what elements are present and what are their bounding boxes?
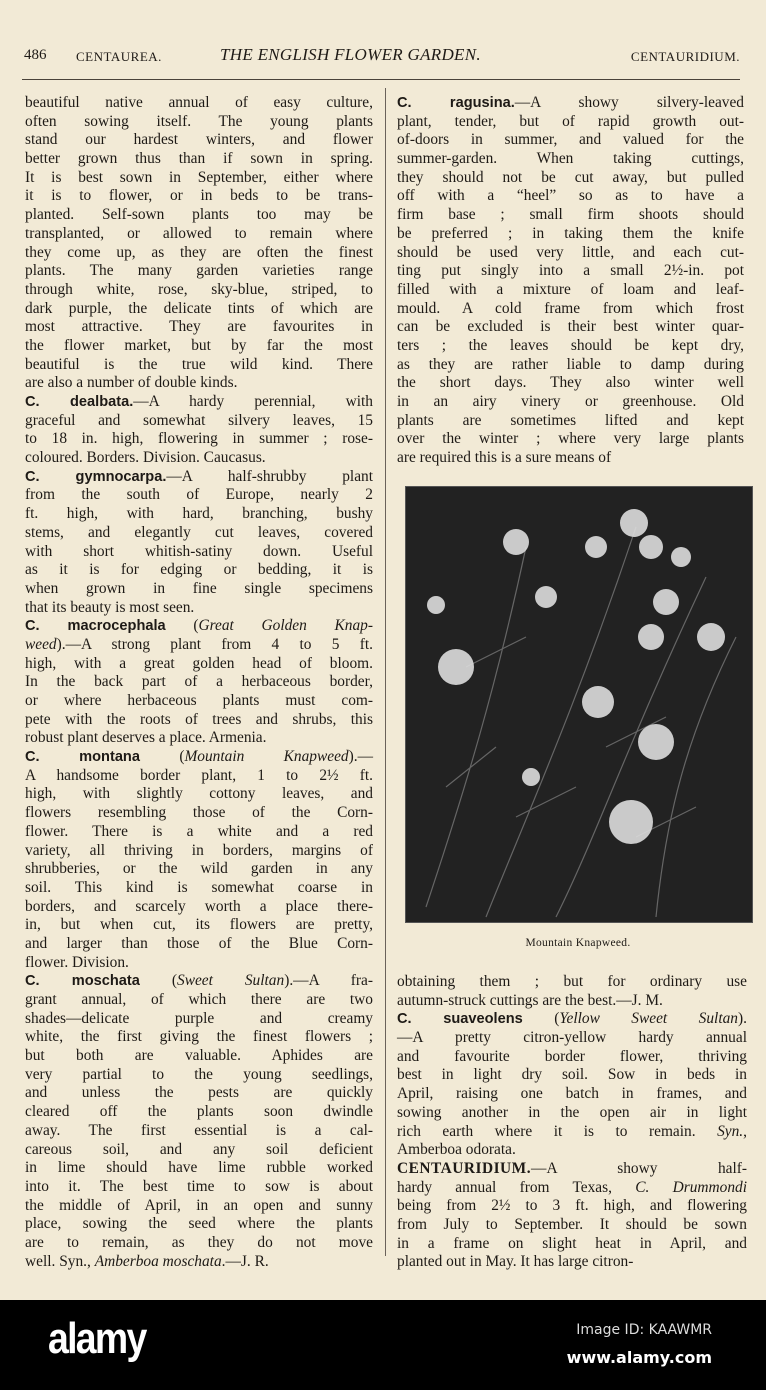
text-line: the short days. They also winter well — [397, 374, 744, 392]
text-line: beautiful native annual of easy culture, — [25, 94, 373, 111]
text-line: very partial to the young seedlings, — [25, 1065, 373, 1083]
text-line — [25, 468, 373, 487]
text-line: in lime should have lime rubble worked — [25, 1159, 373, 1177]
text-line — [397, 94, 744, 113]
watermark-logo: alamy — [48, 1314, 146, 1363]
text-segment: hardy annual from Texas, — [397, 1178, 636, 1196]
text-line: of-doors in summer, and valued for the — [397, 131, 744, 149]
text-line: the middle of April, in an open and sunny — [25, 1196, 373, 1214]
text-line: as they are rather liable to damp during — [397, 355, 744, 373]
text-segment: ).—A fra- — [284, 972, 373, 990]
text-segment: ( — [139, 972, 177, 990]
text-line — [397, 1160, 747, 1179]
text-line: over the winter ; where very large plants — [397, 430, 744, 448]
text-segment: —A showy silvery-leaved — [514, 94, 744, 111]
text-line: firm base ; small firm shoots should — [397, 206, 744, 224]
italic-text: Syn. — [717, 1122, 744, 1140]
text-line: plants are sometimes lifted and kept — [397, 411, 744, 429]
text-line: can be excluded is their best winter quar- — [397, 318, 744, 336]
text-line: plants. The many garden varieties range — [25, 262, 373, 280]
text-line: sowing another in the open air in light — [397, 1103, 747, 1121]
text-line: as it is for edging or bedding, it is — [25, 561, 373, 579]
text-line: from the south of Europe, nearly 2 — [25, 486, 373, 504]
text-line: transplanted, or allowed to remain where — [25, 224, 373, 242]
text-line: place, sowing the seed where the plants — [25, 1215, 373, 1233]
text-line: flower. Division. — [25, 953, 129, 971]
text-line — [397, 1010, 747, 1029]
text-line: April, raising one batch in frames, and — [397, 1085, 747, 1103]
text-line: variety, all thriving in borders, margins of — [25, 841, 373, 859]
right-column-top — [397, 94, 744, 468]
text-line: it is to flower, or in beds to be trans- — [25, 187, 373, 205]
text-segment: rich earth where it is to remain. — [397, 1122, 718, 1140]
text-line: when grown in fine single specimens — [25, 579, 373, 597]
entry-heading: C. dealbata. — [25, 394, 134, 410]
italic-text: Sweet Sultan — [177, 972, 285, 990]
text-line: they should not be cut away, but pulled — [397, 168, 744, 186]
text-line: soil. This kind is somewhat coarse in — [25, 878, 373, 896]
text-segment: ( — [522, 1010, 560, 1028]
text-line: are also a number of double kinds. — [25, 374, 238, 392]
text-line: Amberboa odorata. — [397, 1141, 516, 1159]
text-line: A handsome border plant, 1 to 2½ ft. — [25, 766, 373, 784]
text-line: shades—delicate purple and creamy — [25, 1009, 373, 1027]
text-line — [25, 1253, 373, 1272]
italic-text: weed — [25, 635, 57, 653]
text-line: with short whitish-satiny down. Useful — [25, 542, 373, 560]
text-line: high, with a great golden head of bloom. — [25, 654, 373, 672]
text-segment: ).— — [348, 748, 373, 766]
text-line: ters ; the leaves should be kept dry, — [397, 336, 744, 354]
book-title: THE ENGLISH FLOWER GARDEN. — [220, 45, 481, 64]
text-line: often sowing itself. The young plants — [25, 112, 373, 130]
text-line: off with a “heel” so as to have a — [397, 187, 744, 205]
text-line: robust plant deserves a place. Armenia. — [25, 729, 267, 747]
text-line: that its beauty is most seen. — [25, 598, 195, 616]
page-header — [24, 47, 740, 69]
text-line: careous soil, and any soil deficient — [25, 1140, 373, 1158]
italic-text: Amberboa moschata — [94, 1252, 222, 1270]
text-line: they come up, as they are often the finest — [25, 243, 373, 261]
italic-text: Yellow Sweet Sultan — [559, 1010, 739, 1028]
text-line: planted. Self-sown plants too may be — [25, 206, 373, 224]
text-segment: —A half-shrubby plant — [166, 467, 373, 485]
text-line: be preferred ; in taking them the knife — [397, 224, 744, 242]
text-line: from July to September. It should be sown — [397, 1215, 747, 1233]
text-line: coloured. Borders. Division. Caucasus. — [25, 449, 266, 467]
italic-text: C. Drummondi — [635, 1178, 747, 1196]
text-line: in, but when cut, its flowers are pretty, — [25, 916, 373, 934]
watermark-image-id: Image ID: KAAWMR — [576, 1322, 712, 1338]
text-segment: —A hardy perennial, with — [133, 393, 373, 410]
text-line: grant annual, of which there are two — [25, 991, 373, 1008]
text-line: cleared off the plants soon dwindle — [25, 1103, 373, 1121]
entry-heading: C. moschata — [25, 973, 140, 990]
text-segment: , — [743, 1122, 747, 1140]
running-head-right: CENTAURIDIUM. — [630, 49, 740, 64]
entry-heading: C. ragusina. — [397, 95, 515, 111]
text-line: being from 2½ to 3 ft. high, and flowering — [397, 1197, 747, 1215]
column-divider — [385, 88, 386, 1256]
text-line: summer-garden. When taking cuttings, — [397, 150, 744, 168]
text-line: ft. high, with hard, branching, bushy — [25, 505, 373, 523]
text-line: planted out in May. It has large citron- — [397, 1253, 634, 1271]
text-segment: well. Syn., — [25, 1252, 95, 1270]
running-head-left: CENTAUREA. — [76, 49, 162, 64]
text-line: ting put singly into a small 2½-in. pot — [397, 262, 744, 280]
text-line: In the back part of a herbaceous border, — [25, 673, 373, 691]
right-column-bottom — [397, 973, 747, 1272]
text-line: should be used very little, and each cut- — [397, 243, 744, 261]
watermark-url: www.alamy.com — [566, 1348, 712, 1367]
italic-text: Great Golden Knap- — [198, 617, 373, 635]
text-line: and favourite border flower, thriving — [397, 1047, 747, 1065]
text-line: flower. There is a white and a red — [25, 822, 373, 840]
text-line: It is best sown in September, either where — [25, 168, 373, 186]
text-line: beautiful is the true wild kind. There — [25, 355, 373, 373]
text-line: better grown thus than if sown in spring. — [25, 150, 373, 168]
text-line: or where herbaceous plants must com- — [25, 692, 373, 709]
text-segment: ).—A strong plant from 4 to 5 ft. — [56, 635, 373, 653]
text-line: are required this is a sure means of — [397, 449, 612, 467]
text-line: the flower market, but by far the most — [25, 336, 373, 354]
text-line: best in light dry soil. Sow in beds in — [397, 1066, 747, 1084]
text-line — [397, 1179, 747, 1198]
entry-heading: C. montana — [25, 749, 140, 766]
text-line — [25, 636, 373, 655]
page-number: 486 — [24, 47, 47, 63]
text-line: but both are valuable. Aphides are — [25, 1047, 373, 1065]
entry-heading: C. gymnocarpa. — [25, 468, 167, 485]
text-line: —A pretty citron-yellow hardy annual — [397, 1029, 747, 1047]
text-line: in an airy vinery or greenhouse. Old — [397, 393, 744, 410]
text-line: plant, tender, but of rapid growth out- — [397, 112, 744, 130]
text-line: stems, and elegantly cut leaves, covered — [25, 523, 373, 541]
text-line — [25, 617, 373, 636]
text-line — [25, 393, 373, 412]
illustration-mountain-knapweed — [405, 486, 753, 923]
text-line: to 18 in. high, flowering in summer ; rose- — [25, 430, 373, 448]
text-line: away. The first essential is a cal- — [25, 1121, 373, 1139]
text-segment: ). — [738, 1010, 747, 1028]
text-line: white, the first giving the finest flowers ; — [25, 1028, 373, 1046]
text-line: shrubberies, or the wild garden in any — [25, 860, 373, 878]
left-column — [25, 94, 373, 1271]
text-line: into it. The best time to sow is about — [25, 1177, 373, 1195]
flower-engraving — [406, 487, 752, 922]
text-line — [25, 748, 373, 767]
text-line: obtaining them ; but for ordinary use — [397, 973, 747, 990]
text-line: borders, and scarcely worth a place there- — [25, 897, 373, 915]
text-line: are to remain, as they do not move — [25, 1233, 373, 1251]
watermark-bar — [0, 1300, 766, 1390]
text-line: and larger than those of the Blue Corn- — [25, 934, 373, 952]
text-line — [25, 972, 373, 991]
text-line: pete with the roots of trees and shrubs, this — [25, 710, 373, 728]
text-line: high, with slightly cottony leaves, and — [25, 785, 373, 803]
header-rule — [22, 79, 740, 80]
text-segment: ( — [165, 617, 199, 635]
text-line: flowers resembling those of the Corn- — [25, 804, 373, 822]
text-line — [397, 1123, 747, 1142]
text-line: in a frame on slight heat in April, and — [397, 1234, 747, 1252]
text-line: mould. A cold frame from which frost — [397, 299, 744, 317]
text-line: dark purple, the delicate tints of which are — [25, 299, 373, 317]
text-line: filled with a mixture of loam and leaf- — [397, 280, 744, 298]
text-segment: —A showy half- — [531, 1159, 747, 1177]
entry-heading: CENTAURIDIUM. — [397, 1159, 532, 1177]
figure-caption: Mountain Knapweed. — [525, 937, 631, 949]
italic-text: Mountain Knapweed — [184, 748, 349, 766]
text-line: through white, rose, sky-blue, striped, to — [25, 280, 373, 298]
text-segment: ( — [139, 748, 185, 766]
text-line: graceful and somewhat silvery leaves, 15 — [25, 411, 373, 429]
text-line: stand our hardest winters, and flower — [25, 131, 373, 149]
entry-heading: C. macrocephala — [25, 618, 166, 635]
text-line: and unless the pests are quickly — [25, 1084, 373, 1102]
text-line: most attractive. They are favourites in — [25, 318, 373, 336]
entry-heading: C. suaveolens — [397, 1011, 523, 1028]
text-line: autumn-struck cuttings are the best.—J. M. — [397, 991, 663, 1009]
text-segment: .—J. R. — [221, 1252, 269, 1270]
